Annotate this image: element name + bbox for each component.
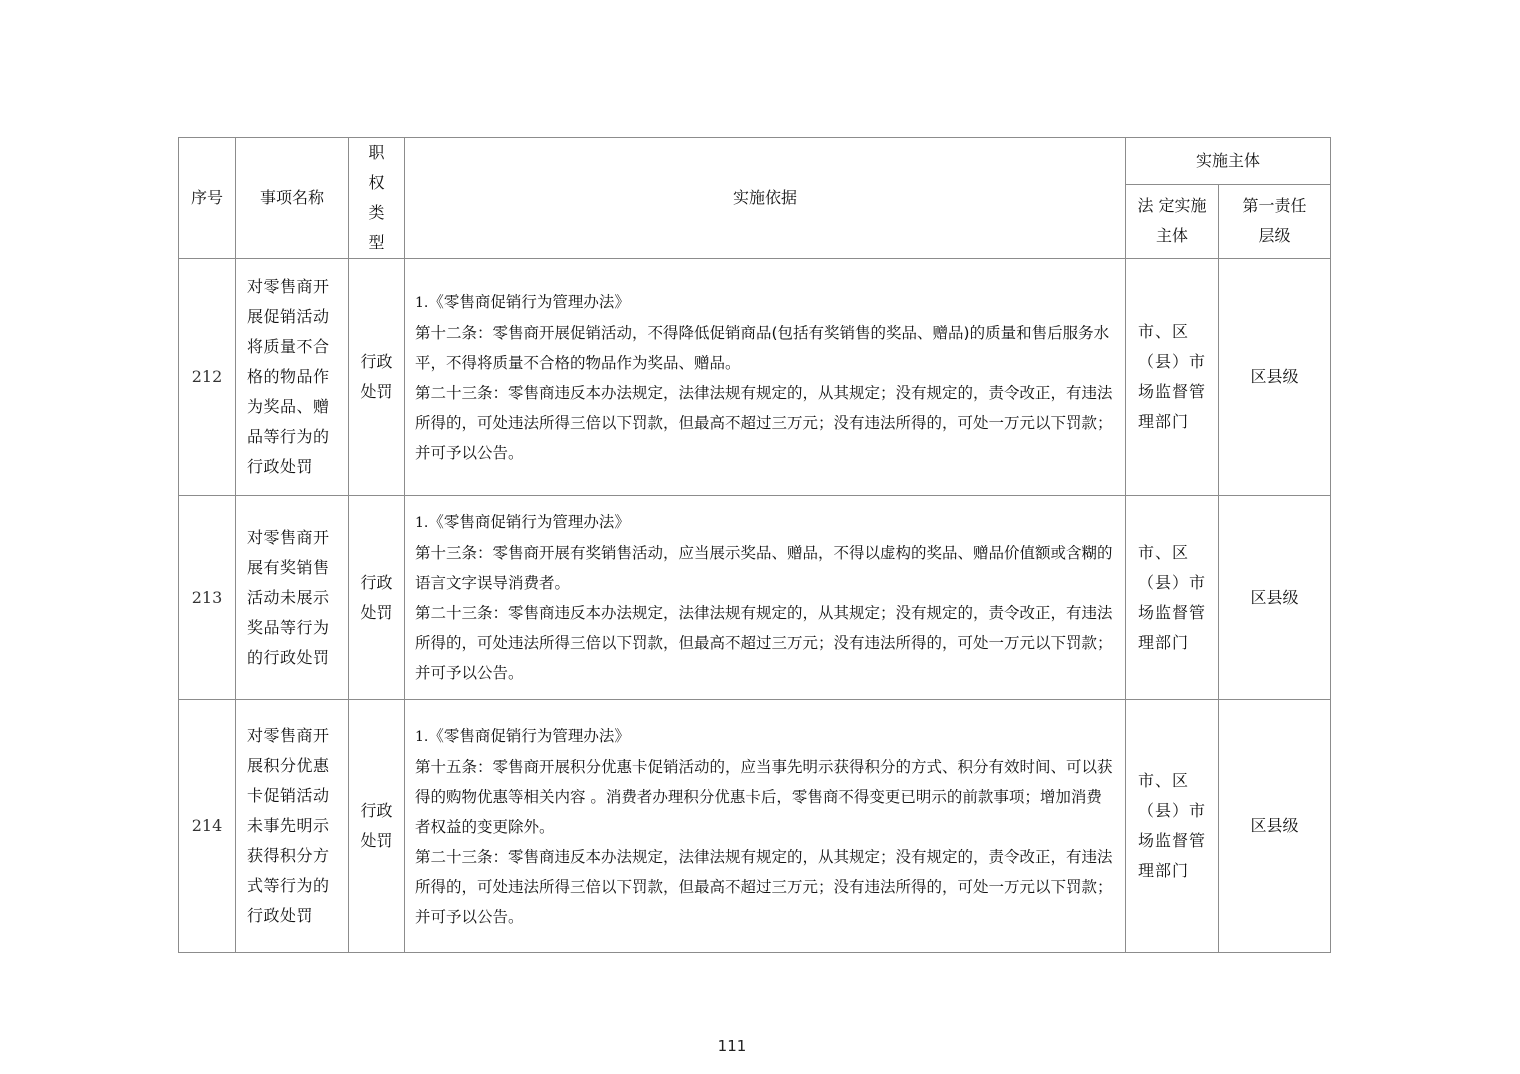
page-number: 111 [717,1037,747,1055]
basis-title-text: 《零售商促销行为管理办法》 [428,513,630,531]
table-row [179,700,1331,953]
basis-title [415,507,1116,538]
header-basis: 实施依据 [405,138,1126,259]
row-type: 行政处罚 [349,259,405,496]
basis-penalty-article: 第二十三条：零售商违反本办法规定，法律法规有规定的，从其规定；没有规定的，责令改正，有违法所得的，可处违法所得三倍以下罚款，但最高不超过三万元；没有违法所得的，可处一万元以下罚款；并可予以公告。 [415,847,1113,926]
row-seq: 214 [179,700,236,953]
basis-article: 第十五条：零售商开展积分优惠卡促销活动的，应当事先明示获得积分的方式、积分有效时间、可以获得的购物优惠等相关内容 。消费者办理积分优惠卡后，零售商不得变更已明示的前款事项；增加消费者权益的变更除外。 [415,757,1113,836]
basis-penalty-article: 第二十三条：零售商违反本办法规定，法律法规有规定的，从其规定；没有规定的，责令改正，有违法所得的，可处违法所得三倍以下罚款，但最高不超过三万元；没有违法所得的，可处一万元以下罚款；并可予以公告。 [415,604,1113,682]
header-type: 职权类型 [349,138,405,259]
basis-article: 第十二条：零售商开展促销活动，不得降低促销商品(包括有奖销售的奖品、赠品)的质量和售后服务水平，不得将质量不合格的物品作为奖品、赠品。 [415,323,1110,372]
table-row [179,496,1331,700]
basis-title-number: 1. [415,515,429,531]
basis-title-text: 《零售商促销行为管理办法》 [428,726,630,745]
row-level: 区县级 [1219,259,1331,496]
header-row [179,138,1331,185]
row-basis [405,259,1126,496]
row-basis [405,496,1126,700]
row-subject: 市、区（县）市场监督管理部门 [1126,700,1219,953]
row-subject: 市、区（县）市场监督管理部门 [1126,496,1219,700]
row-seq: 212 [179,259,236,496]
row-basis [405,700,1126,953]
basis-title [415,287,1116,318]
basis-title [415,721,1116,752]
basis-title-text: 《零售商促销行为管理办法》 [428,292,630,311]
row-seq: 213 [179,496,236,700]
basis-title-number: 1. [415,294,429,311]
header-seq: 序号 [179,138,236,259]
row-level: 区县级 [1219,496,1331,700]
header-name: 事项名称 [236,138,349,259]
table-row [179,259,1331,496]
basis-penalty-article: 第二十三条：零售商违反本办法规定，法律法规有规定的，从其规定；没有规定的，责令改正，有违法所得的，可处违法所得三倍以下罚款，但最高不超过三万元；没有违法所得的，可处一万元以下罚款；并可予以公告。 [415,383,1113,462]
row-name: 对零售商开展促销活动将质量不合格的物品作为奖品、赠品等行为的行政处罚 [236,259,349,496]
row-name: 对零售商开展积分优惠卡促销活动未事先明示获得积分方式等行为的行政处罚 [236,700,349,953]
header-legal-subject: 法 定实施主体 [1126,184,1219,258]
header-responsibility-level: 第一责任层级 [1219,184,1331,258]
row-level: 区县级 [1219,700,1331,953]
basis-title-number: 1. [415,728,429,745]
row-name: 对零售商开展有奖销售活动未展示奖品等行为的行政处罚 [236,496,349,700]
header-subject: 实施主体 [1126,138,1331,185]
row-type: 行政处罚 [349,496,405,700]
basis-article: 第十三条：零售商开展有奖销售活动，应当展示奖品、赠品，不得以虚构的奖品、赠品价值额或含糊的语言文字误导消费者。 [415,544,1113,592]
document-table [178,137,1331,953]
row-subject: 市、区（县）市场监督管理部门 [1126,259,1219,496]
row-type: 行政处罚 [349,700,405,953]
